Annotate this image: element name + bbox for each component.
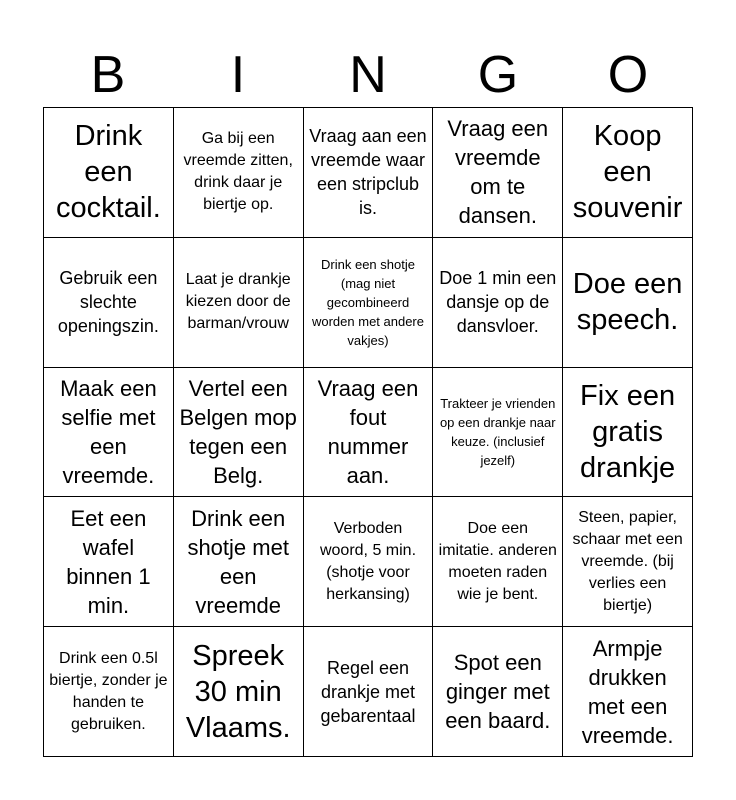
bingo-cell[interactable] xyxy=(563,368,693,498)
bingo-cell[interactable] xyxy=(174,368,304,498)
bingo-cell[interactable] xyxy=(44,497,174,627)
cell-text: Gebruik een slechte openingszin. xyxy=(57,268,159,337)
bingo-cell[interactable] xyxy=(174,627,304,757)
bingo-cell[interactable] xyxy=(563,627,693,757)
cell-text: Trakteer je vrienden op een drankje naar keuze. (inclusief jezelf) xyxy=(439,395,556,468)
cell-text: Koop een souvenir xyxy=(572,120,683,225)
bingo-cell[interactable] xyxy=(174,497,304,627)
bingo-board xyxy=(43,107,693,757)
cell-text: Drink een 0.5l biertje, zonder je handen te gebruiken. xyxy=(49,649,168,733)
cell-text: Spot een ginger met een baard. xyxy=(445,650,551,734)
cell-text: Vraag een fout nummer aan. xyxy=(317,375,419,488)
header-letter-n: N xyxy=(349,46,387,104)
cell-text: Vertel een Belgen mop tegen een Belg. xyxy=(179,375,297,488)
bingo-cell[interactable] xyxy=(44,238,174,368)
cell-text: Verboden woord, 5 min. (shotje voor herkansing) xyxy=(319,519,417,603)
header-letter-i: I xyxy=(230,46,246,104)
bingo-cell[interactable] xyxy=(433,108,563,238)
bingo-cell[interactable] xyxy=(304,368,434,498)
cell-text: Vraag aan een vreemde waar een stripclub is. xyxy=(309,126,427,219)
bingo-cell[interactable] xyxy=(304,497,434,627)
bingo-cell[interactable] xyxy=(433,627,563,757)
cell-text: Doe een speech. xyxy=(572,268,683,337)
bingo-cell[interactable] xyxy=(44,368,174,498)
cell-text: Ga bij een vreemde zitten, drink daar je biertje op. xyxy=(183,130,293,214)
cell-text: Eet een wafel binnen 1 min. xyxy=(66,505,151,618)
cell-text: Fix een gratis drankje xyxy=(580,379,676,484)
bingo-cell[interactable] xyxy=(433,497,563,627)
bingo-cell[interactable] xyxy=(304,108,434,238)
cell-text: Steen, papier, schaar met een vreemde. (bij verlies een biertje) xyxy=(572,508,683,614)
cell-text: Spreek 30 min Vlaams. xyxy=(185,639,291,744)
bingo-cell[interactable] xyxy=(174,238,304,368)
bingo-cell[interactable] xyxy=(44,627,174,757)
cell-text: Drink een shotje met een vreemde xyxy=(187,505,289,618)
cell-text: Doe een imitatie. anderen moeten raden wie je bent. xyxy=(438,519,557,603)
cell-text: Drink een shotje (mag niet gecombineerd worden met andere vakjes) xyxy=(311,256,424,348)
bingo-cell[interactable] xyxy=(563,238,693,368)
cell-text: Vraag een vreemde om te dansen. xyxy=(447,116,549,229)
cell-text: Regel een drankje met gebarentaal xyxy=(320,657,416,726)
header-letter-g: G xyxy=(477,46,519,104)
bingo-cell[interactable] xyxy=(304,238,434,368)
header-letter-b: B xyxy=(90,46,126,104)
bingo-cell[interactable] xyxy=(304,627,434,757)
cell-text: Laat je drankje kiezen door de barman/vrouw xyxy=(185,271,291,333)
bingo-cell[interactable] xyxy=(433,368,563,498)
header-letter-o: O xyxy=(607,46,649,104)
bingo-cell[interactable] xyxy=(563,497,693,627)
bingo-header xyxy=(43,44,693,106)
bingo-cell[interactable] xyxy=(174,108,304,238)
bingo-cell[interactable] xyxy=(44,108,174,238)
bingo-cell[interactable] xyxy=(563,108,693,238)
cell-text: Doe 1 min een dansje op de dansvloer. xyxy=(439,268,557,337)
cell-text: Maak een selfie met een vreemde. xyxy=(60,375,157,488)
cell-text: Drink een cocktail. xyxy=(56,120,161,225)
cell-text: Armpje drukken met een vreemde. xyxy=(581,635,674,748)
bingo-cell[interactable] xyxy=(433,238,563,368)
